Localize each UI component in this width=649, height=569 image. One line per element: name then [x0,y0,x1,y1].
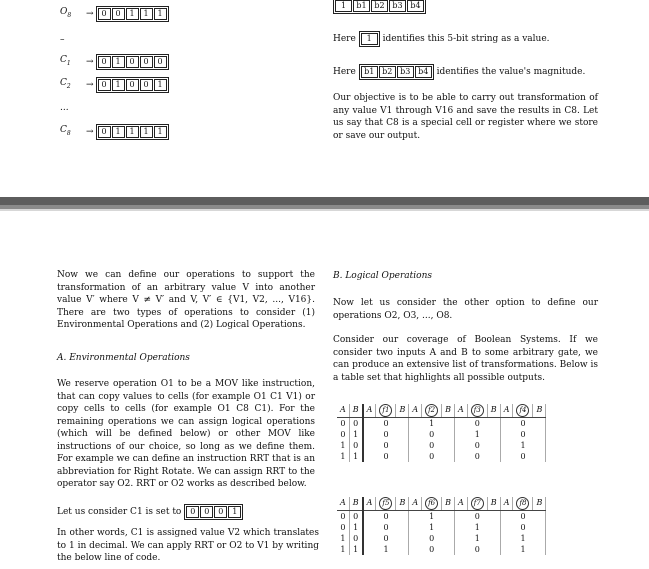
bit: b3 [389,0,406,12]
cell: 1 [500,533,546,544]
col-a: A [455,404,468,418]
col-b: B [349,404,362,418]
table-row [337,533,546,544]
bit: 1 [112,126,125,138]
c1-set-line [57,504,243,520]
cell: 0 [337,418,349,430]
bit-boxes [184,504,243,520]
bit-boxes [96,54,169,70]
bit: b4 [407,0,424,12]
bit: 1 [154,126,167,138]
cell: 0 [349,440,362,451]
cell: 1 [337,451,349,462]
bit: 1 [140,8,153,20]
col-a: A [409,404,422,418]
cell: 1 [500,440,546,451]
register-row-c2 [60,77,169,93]
cell: 1 [337,440,349,451]
bit: 1 [126,126,139,138]
bit: 0 [140,56,153,68]
section-a-heading: A. Environmental Operations [57,353,190,363]
cell: 0 [500,418,546,430]
arrow-icon: → [86,56,94,67]
bit: 0 [98,126,111,138]
register-label: $C_1$ [60,55,71,67]
cell: 0 [500,429,546,440]
here-word: Here [333,66,356,77]
here-flag-line [333,31,550,47]
cell: 1 [363,544,409,555]
func-f3: f3 [467,404,487,418]
col-a: A [409,497,422,511]
section-b-heading: B. Logical Operations [333,271,432,281]
intro-paragraph: Now we can define our operations to support the transformation of an arbitrary value V into another value V′ where V ≠ V′ and V, V′ ∈ {V1, V2, ..., V16}. There are two types of operations to consider (1) Environmental Operations and (2) Logical Operations. [57,270,315,330]
col-b: B [487,497,500,511]
cell: 1 [409,511,455,523]
bit: 0 [140,79,153,91]
bit: b2 [379,66,396,78]
cell: 0 [363,440,409,451]
bit: b3 [397,66,414,78]
arrow-icon: → [86,8,94,19]
bit-boxes [96,77,169,93]
cell: 1 [455,533,501,544]
col-a: A [337,497,349,511]
register-row-c1 [60,54,169,70]
bit: b4 [415,66,432,78]
cell: 1 [337,544,349,555]
table-row [337,451,546,462]
here-word: Here [333,33,356,44]
cell: 1 [455,522,501,533]
bit: 1 [154,79,167,91]
bit: 0 [200,506,213,518]
cell: 0 [349,418,362,430]
cell: 0 [349,511,362,523]
section-b-paragraph: Now let us consider the other option to define our operations O2, O3, ..., O8. [333,298,598,321]
cell: 0 [349,533,362,544]
cell: 1 [349,544,362,555]
cell: 0 [337,429,349,440]
bit: b2 [371,0,388,12]
cell: 1 [349,522,362,533]
boolean-paragraph: Consider our coverage of Boolean Systems. If we consider two inputs A and B to some arbitrary gate, we can produce an extensive list of transformations. Below is a table set that highlights all possible outputs. [333,335,598,383]
bit: 1 [112,79,125,91]
table-header-row [337,404,546,418]
bit: 0 [214,506,227,518]
cell: 0 [337,522,349,533]
bit: 0 [126,56,139,68]
cell: 1 [349,451,362,462]
bit-boxes [359,31,380,47]
bit: 0 [186,506,199,518]
bit-boxes [333,0,426,14]
cell: 0 [363,418,409,430]
arrow-icon: → [86,126,94,137]
func-f5: f5 [376,497,396,511]
table-row [337,429,546,440]
cell: 0 [409,440,455,451]
register-row-o8 [60,6,169,22]
bit: 1 [140,126,153,138]
col-b: B [442,404,455,418]
cell: 1 [409,522,455,533]
table-header-row [337,497,546,511]
col-b: B [533,404,546,418]
bit: b1 [361,66,378,78]
func-f6: f6 [422,497,442,511]
bit: 0 [98,56,111,68]
cell: 0 [363,533,409,544]
cell: 0 [455,440,501,451]
cell: 1 [409,418,455,430]
here-flag-text: identifies this 5-bit string as a value. [382,33,550,44]
cell: 0 [363,451,409,462]
table-row [337,440,546,451]
table-row [337,522,546,533]
final-paragraph: In other words, C1 is assigned value V2 which translates to 1 in decimal. We can apply RRT or O2 to V1 by writing the below line of code. [57,528,319,563]
col-b: B [487,404,500,418]
truth-table-2 [337,497,546,555]
bit: 1 [228,506,241,518]
col-a: A [500,404,513,418]
col-b: B [349,497,362,511]
register-row-c8 [60,124,169,140]
func-f1: f1 [376,404,396,418]
cell: 1 [349,429,362,440]
here-magnitude-text: identifies the value's magnitude. [436,66,586,77]
cell: 0 [500,522,546,533]
cell: 0 [455,418,501,430]
bit: 0 [112,8,125,20]
func-f2: f2 [422,404,442,418]
cell: 0 [363,429,409,440]
col-b: B [442,497,455,511]
objective-paragraph: Our objective is to be able to carry out transformation of any value V1 through V16 and save the results in C8. Let us say that C8 is a special cell or register where we store or save our output. [333,93,598,141]
cell: 1 [500,544,546,555]
c1-set-text: Let us consider C1 is set to [57,506,182,517]
col-b: B [396,404,409,418]
bit: 0 [154,56,167,68]
cell: 0 [409,533,455,544]
col-a: A [500,497,513,511]
truth-table-1 [337,404,546,462]
bit: 0 [98,8,111,20]
cell: 0 [363,522,409,533]
bit: 1 [154,8,167,20]
bit: 1 [361,33,378,45]
arrow-icon: → [86,79,94,90]
col-a: A [455,497,468,511]
here-magnitude-line [333,64,585,80]
cell: 0 [455,544,501,555]
dash-separator: – [60,35,65,45]
bit: 1 [126,8,139,20]
ellipsis: ... [60,103,69,113]
cell: 0 [363,511,409,523]
cell: 1 [455,429,501,440]
bit: 1 [335,0,352,12]
cell: 0 [455,451,501,462]
col-b: B [396,497,409,511]
col-a: A [337,404,349,418]
bit-boxes [96,6,169,22]
func-f7: f7 [467,497,487,511]
table-row [337,544,546,555]
table-row [337,418,546,430]
col-b: B [533,497,546,511]
cell: 0 [500,511,546,523]
header-bit-string [333,0,426,14]
cell: 0 [500,451,546,462]
col-a: A [363,497,376,511]
cell: 0 [409,544,455,555]
func-f8: f8 [513,497,533,511]
func-f4: f4 [513,404,533,418]
cell: 0 [455,511,501,523]
bit: b1 [353,0,370,12]
page-divider [0,209,649,211]
table-row [337,511,546,523]
page-divider [0,197,649,205]
col-a: A [363,404,376,418]
cell: 1 [337,533,349,544]
bit: 0 [98,79,111,91]
bit: 0 [126,79,139,91]
register-label: $C_2$ [60,78,71,90]
bit-boxes [359,64,434,80]
section-a-paragraph: We reserve operation O1 to be a MOV like instruction, that can copy values to cells (for example O1 C1 V1) or copy cells to cells (for example O1 C8 C1). For the remaining operations we can assign logical operations (which will be defined below) or other MOV like instructions of our choice, so long as we define them. For example we can define an instruction RRT that is an abbreviation for Right Rotate. We can assign RRT to the operator say O2. RRT or O2 works as described below. [57,379,315,489]
bit: 1 [112,56,125,68]
register-label: $O_8$ [60,7,72,19]
cell: 0 [409,429,455,440]
register-label: $C_8$ [60,125,71,137]
bit-boxes [96,124,169,140]
cell: 0 [337,511,349,523]
cell: 0 [409,451,455,462]
